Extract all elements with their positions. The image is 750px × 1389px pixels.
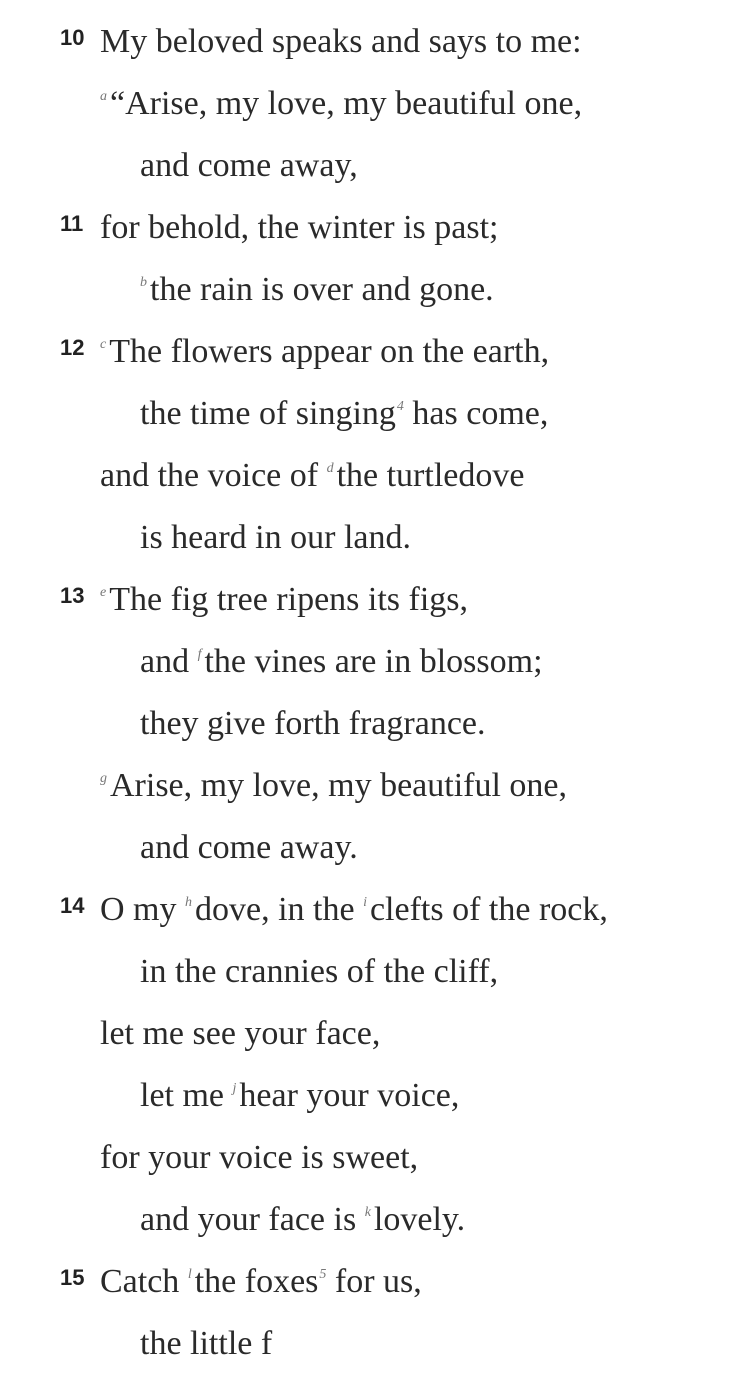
verse-text: the turtledove xyxy=(336,457,525,494)
cross-reference-marker[interactable]: e xyxy=(100,585,107,600)
verse-text: The fig tree ripens its figs, xyxy=(109,581,469,618)
verse-number[interactable]: 13 xyxy=(60,583,85,608)
cross-reference-marker[interactable]: c xyxy=(100,337,107,352)
poem-line xyxy=(0,831,750,893)
line-text xyxy=(140,1327,272,1361)
line-text xyxy=(100,87,582,121)
verse-number[interactable]: 14 xyxy=(60,893,85,918)
poem-line xyxy=(0,335,750,397)
line-text xyxy=(140,645,543,679)
cross-reference-marker[interactable]: i xyxy=(363,895,367,910)
poem-line xyxy=(0,211,750,273)
verse-text: and come away, xyxy=(140,147,358,184)
poem-line xyxy=(0,1141,750,1203)
cross-reference-marker[interactable]: d xyxy=(326,461,334,476)
verse-text: for us, xyxy=(326,1263,422,1300)
poem-line xyxy=(0,459,750,521)
verse-text: the vines are in blossom; xyxy=(204,643,543,680)
poem-line xyxy=(0,645,750,707)
poem-line xyxy=(0,87,750,149)
verse-number[interactable]: 11 xyxy=(60,211,84,236)
verse-text: is heard in our land. xyxy=(140,519,411,556)
line-text xyxy=(100,211,498,245)
poem-line xyxy=(0,1327,750,1389)
poem-line xyxy=(0,1265,750,1327)
poem-line xyxy=(0,769,750,831)
line-text xyxy=(140,831,358,865)
verse-text: hear your voice, xyxy=(239,1077,460,1114)
cross-reference-marker[interactable]: j xyxy=(232,1081,237,1096)
cross-reference-marker[interactable]: f xyxy=(197,647,202,662)
verse-text: let me see your face, xyxy=(100,1015,381,1052)
poem-line xyxy=(0,893,750,955)
verse-text: clefts of the rock, xyxy=(369,891,608,928)
verse-text: the foxes xyxy=(194,1263,319,1300)
poem-line xyxy=(0,273,750,335)
line-text xyxy=(100,459,524,493)
verse-text: the rain is over and gone. xyxy=(150,271,494,308)
line-text xyxy=(100,893,608,927)
cross-reference-marker[interactable]: a xyxy=(100,89,107,104)
cross-reference-marker[interactable]: k xyxy=(364,1205,371,1220)
verse-text: and xyxy=(140,643,198,680)
line-text xyxy=(100,335,549,369)
poem-line xyxy=(0,1017,750,1079)
verse-text: Arise, my love, my beautiful one, xyxy=(110,767,568,804)
poem-line xyxy=(0,25,750,87)
verse-text: My beloved speaks and says to me: xyxy=(100,23,582,60)
verse-text: lovely. xyxy=(373,1201,466,1238)
line-text xyxy=(140,1079,459,1113)
line-text xyxy=(100,1265,422,1299)
line-text xyxy=(100,1017,380,1051)
poem-line xyxy=(0,397,750,459)
verse-text: has come, xyxy=(403,395,549,432)
verse-number[interactable]: 15 xyxy=(60,1265,85,1290)
verse-text: “Arise, my love, my beautiful one, xyxy=(110,85,583,122)
cross-reference-marker[interactable]: g xyxy=(100,771,107,786)
verse-text: and the voice of xyxy=(100,457,327,494)
footnote-marker[interactable]: 5 xyxy=(319,1267,327,1282)
cross-reference-marker[interactable]: b xyxy=(140,275,147,290)
footnote-marker[interactable]: 4 xyxy=(396,399,404,414)
verse-text: in the crannies of the cliff, xyxy=(140,953,499,990)
poem-line xyxy=(0,707,750,769)
line-text xyxy=(140,955,498,989)
poem-line xyxy=(0,955,750,1017)
verse-text: dove, in the xyxy=(195,891,364,928)
poem-line xyxy=(0,149,750,211)
poem-line xyxy=(0,1079,750,1141)
verse-number[interactable]: 10 xyxy=(60,25,85,50)
line-text xyxy=(100,583,468,617)
verse-text: for your voice is sweet, xyxy=(100,1139,419,1176)
verse-text: let me xyxy=(140,1077,233,1114)
verse-text: O my xyxy=(100,891,185,928)
verse-text: the little f xyxy=(140,1325,273,1362)
verse-number[interactable]: 12 xyxy=(60,335,85,360)
verse-text: The flowers appear on the earth, xyxy=(109,333,550,370)
line-text xyxy=(140,521,411,555)
verse-text: for behold, the winter is past; xyxy=(100,209,499,246)
cross-reference-marker[interactable]: h xyxy=(185,895,192,910)
poem-line xyxy=(0,1203,750,1265)
line-text xyxy=(100,25,582,59)
verse-text: and come away. xyxy=(140,829,358,866)
line-text xyxy=(140,149,358,183)
line-text xyxy=(100,769,567,803)
poem-line xyxy=(0,521,750,583)
line-text xyxy=(140,397,548,431)
verse-text: the time of singing xyxy=(140,395,396,432)
verse-text: and your face is xyxy=(140,1201,365,1238)
cross-reference-marker[interactable]: l xyxy=(187,1267,192,1282)
line-text xyxy=(140,707,486,741)
verse-text: they give forth fragrance. xyxy=(140,705,486,742)
line-text xyxy=(140,1203,465,1237)
verse-text: Catch xyxy=(100,1263,188,1300)
line-text xyxy=(100,1141,418,1175)
poem-line xyxy=(0,583,750,645)
line-text xyxy=(140,273,494,307)
